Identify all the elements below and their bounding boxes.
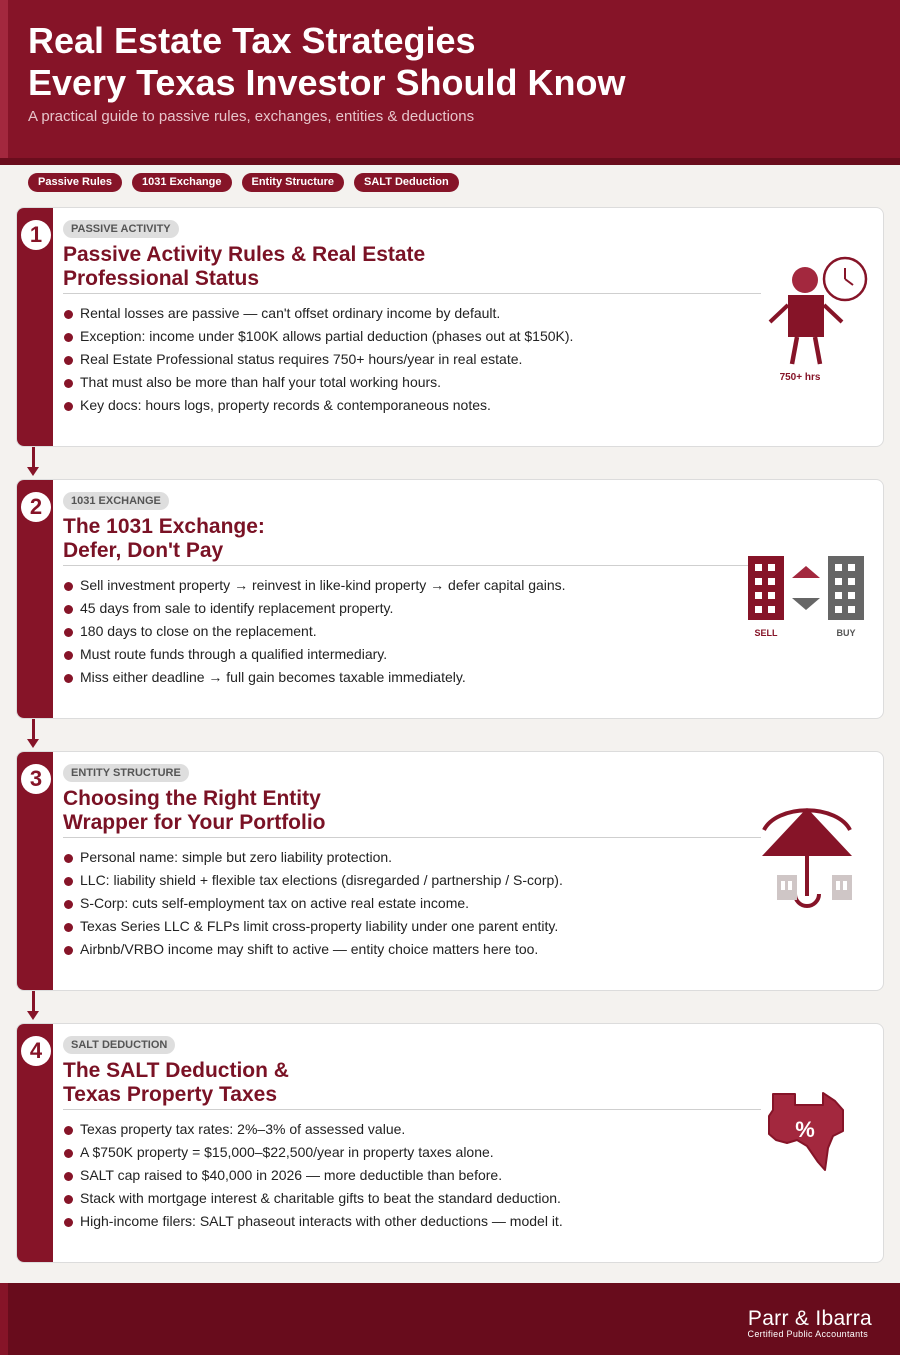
section-card-passive-activity [16, 207, 884, 447]
page-title [28, 20, 626, 104]
section-title-line-2: Defer, Don't Pay [63, 539, 224, 562]
section-card-salt-deduction [16, 1023, 884, 1263]
bullet-item: A $750K property = $15,000–$22,500/year in property taxes alone. [63, 1141, 563, 1164]
percent-label: % [795, 1117, 815, 1142]
connector-line [32, 447, 35, 467]
bullet-item: Rental losses are passive — can't offset ordinary income by default. [63, 302, 573, 325]
bullet-item: 180 days to close on the replacement. [63, 620, 566, 643]
bullet-item: Key docs: hours logs, property records & contemporaneous notes. [63, 394, 573, 417]
bullet-item: Exception: income under $100K allows partial deduction (phases out at $150K). [63, 325, 573, 348]
connector-arrow-icon [27, 1011, 39, 1020]
section-title [63, 787, 483, 835]
header-accent-bar [0, 0, 8, 158]
brand-tagline: Certified Public Accountants [747, 1329, 868, 1339]
bullet-item: Sell investment property → reinvest in like-kind property → defer capital gains. [63, 574, 566, 597]
header-bottom-strip [0, 158, 900, 165]
section-title [63, 1059, 483, 1107]
section-title [63, 243, 483, 291]
section-title-line-1: The SALT Deduction & [63, 1059, 289, 1082]
topic-pills [28, 173, 459, 192]
sell-label: SELL [754, 628, 778, 638]
pill-1031-exchange[interactable]: 1031 Exchange [132, 173, 232, 192]
buy-label: BUY [836, 628, 856, 638]
icon-label: 750+ hrs [779, 372, 821, 383]
bullet-list [63, 846, 563, 961]
section-card-entity-structure [16, 751, 884, 991]
pill-salt-deduction[interactable]: SALT Deduction [354, 173, 459, 192]
bullet-item: Texas property tax rates: 2%–3% of assessed value. [63, 1118, 563, 1141]
bullet-item: That must also be more than half your total working hours. [63, 371, 573, 394]
bullet-item: SALT cap raised to $40,000 in 2026 — more deductible than before. [63, 1164, 563, 1187]
section-divider [63, 293, 761, 294]
bullet-list [63, 1118, 563, 1233]
section-tag: 1031 EXCHANGE [63, 492, 169, 510]
section-number: 4 [21, 1036, 51, 1066]
connector-arrow-icon [27, 739, 39, 748]
section-number: 1 [21, 220, 51, 250]
section-title-line-1: The 1031 Exchange: [63, 515, 265, 538]
page-subtitle: A practical guide to passive rules, exchanges, entities & deductions [28, 108, 475, 125]
section-divider [63, 565, 761, 566]
brand-name: Parr & Ibarra [747, 1307, 872, 1330]
connector-line [32, 991, 35, 1011]
footer-banner [0, 1283, 900, 1355]
header-banner [0, 0, 900, 165]
page-title-line-2: Every Texas Investor Should Know [28, 62, 626, 103]
bullet-item: High-income filers: SALT phaseout interacts with other deductions — model it. [63, 1210, 563, 1233]
building-exchange-icon [745, 556, 870, 642]
bullet-item: Miss either deadline → full gain becomes taxable immediately. [63, 666, 566, 689]
section-tag: ENTITY STRUCTURE [63, 764, 189, 782]
section-card-1031-exchange [16, 479, 884, 719]
texas-percent-icon [762, 1090, 847, 1176]
section-title-line-1: Choosing the Right Entity [63, 787, 321, 810]
bullet-item: Personal name: simple but zero liability protection. [63, 846, 563, 869]
bullet-item: Stack with mortgage interest & charitable gifts to beat the standard deduction. [63, 1187, 563, 1210]
connector-line [32, 719, 35, 739]
bullet-item: S-Corp: cuts self-employment tax on active real estate income. [63, 892, 563, 915]
bullet-item: Texas Series LLC & FLPs limit cross-property liability under one parent entity. [63, 915, 563, 938]
bullet-item: Real Estate Professional status requires 750+ hours/year in real estate. [63, 348, 573, 371]
section-number: 2 [21, 492, 51, 522]
section-title-line-2: Wrapper for Your Portfolio [63, 811, 326, 834]
footer-accent-bar [0, 1283, 8, 1355]
section-title-line-1: Passive Activity Rules & Real Estate [63, 243, 426, 266]
bullet-list [63, 302, 573, 417]
section-title-line-2: Professional Status [63, 267, 260, 290]
umbrella-icon [757, 800, 857, 910]
section-tag: SALT DEDUCTION [63, 1036, 175, 1054]
bullet-item: Airbnb/VRBO income may shift to active — entity choice matters here too. [63, 938, 563, 961]
section-number: 3 [21, 764, 51, 794]
bullet-item: LLC: liability shield + flexible tax elections (disregarded / partnership / S-corp). [63, 869, 563, 892]
bullet-item: 45 days from sale to identify replacement property. [63, 597, 566, 620]
section-title-line-2: Texas Property Taxes [63, 1083, 277, 1106]
section-title [63, 515, 483, 563]
section-divider [63, 837, 761, 838]
page-title-line-1: Real Estate Tax Strategies [28, 20, 476, 61]
person-clock-icon [765, 256, 870, 386]
pill-entity-structure[interactable]: Entity Structure [242, 173, 345, 192]
pill-passive-rules[interactable]: Passive Rules [28, 173, 122, 192]
section-tag: PASSIVE ACTIVITY [63, 220, 179, 238]
section-divider [63, 1109, 761, 1110]
bullet-item: Must route funds through a qualified intermediary. [63, 643, 566, 666]
bullet-list [63, 574, 566, 689]
connector-arrow-icon [27, 467, 39, 476]
